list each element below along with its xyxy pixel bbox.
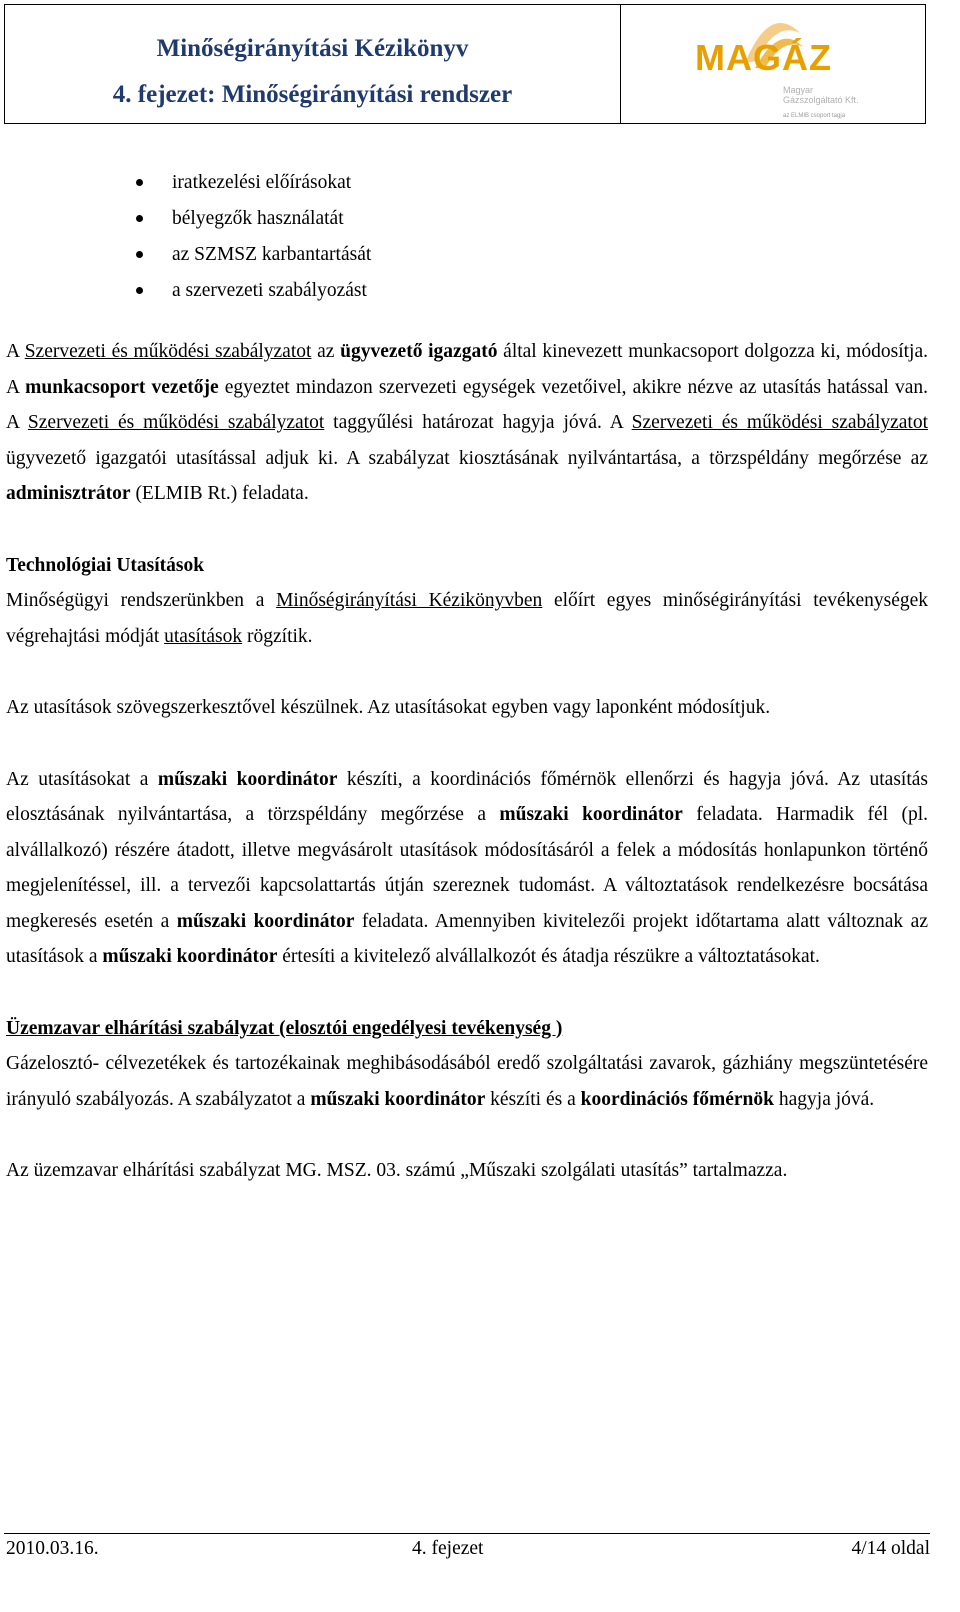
section-heading-uzemzavar: Üzemzavar elhárítási szabályzat (elosztói engedélyesi tevékenység ) <box>6 1017 563 1039</box>
manual-title: Minőségirányítási Kézikönyv <box>156 35 469 62</box>
company-logo <box>695 13 875 123</box>
technologiai-paragraph-1: Minőségügyi rendszerünkben a Minőségirányítási Kézikönyvben előírt egyes minőségirányítási tevékenységek végrehajtási módját utasítások rögzítik. <box>6 590 928 647</box>
bullet-icon <box>136 251 143 258</box>
footer-chapter: 4. fejezet <box>412 1538 484 1559</box>
logo-tagline: az ELMIB csoport tagja <box>783 113 846 119</box>
list-item-text: bélyegzők használatát <box>172 208 344 229</box>
page-footer <box>4 1533 930 1574</box>
bullet-icon <box>136 215 143 222</box>
logo-sub-line: Magyar <box>783 85 814 95</box>
list-item <box>6 201 928 237</box>
list-item-text: az SZMSZ karbantartását <box>172 244 372 265</box>
section-heading-technologiai: Technológiai Utasítások <box>6 554 205 576</box>
footer-date: 2010.03.16. <box>6 1538 99 1559</box>
szmsz-paragraph: A Szervezeti és működési szabályzatot az ügyvezető igazgató által kinevezett munkacsoport dolgozza ki, módosítja. A munkacsoport vezetője egyeztet mindazon szervezeti egységek vezetőivel, akikre nézve az utasítás hatással van. A Szervezeti és működési szabályzatot taggyűlési határozat hagyja jóvá. A Szervezeti és működési szabályzatot ügyvezető igazgatói utasítással adjuk ki. A szabályzat kiosztásának nyilvántartása, a törzspéldány megőrzése az adminisztrátor (ELMIB Rt.) feladata. <box>6 341 929 504</box>
chapter-title: 4. fejezet: Minőségirányítási rendszer <box>112 81 513 108</box>
bullet-list <box>6 165 928 309</box>
list-item <box>6 273 928 309</box>
page-header <box>4 4 926 124</box>
bullet-icon <box>136 287 143 294</box>
footer-page-number: 4/14 oldal <box>851 1538 930 1559</box>
bullet-icon <box>136 179 143 186</box>
logo-subtitle <box>783 85 859 105</box>
header-titles <box>5 5 621 123</box>
technologiai-paragraph-2: Az utasítások szövegszerkesztővel készülnek. Az utasításokat egyben vagy laponként módosítjuk. <box>6 697 771 718</box>
technologiai-paragraph-3: Az utasításokat a műszaki koordinátor készíti, a koordinációs főmérnök ellenőrzi és hagyja jóvá. Az utasítás elosztásának nyilvántartása, a törzspéldány megőrzése a műszaki koordinátor feladata. Harmadik fél (pl. alvállalkozó) részére átadott, illetve megvásárolt utasítások módosításáról a felek a módosítás honlapunkon történő megjelenítéssel, ill. a tervezői kapcsolattartás útján szereznek tudomást. A változtatások rendelkezésre bocsátása megkeresés esetén a műszaki koordinátor feladata. Amennyiben kivitelezői projekt időtartama alatt változnak az utasítások a műszaki koordinátor értesíti a kivitelező alvállalkozót és átadja részükre a változtatásokat. <box>6 768 928 967</box>
uzemzavar-paragraph-1: Gázelosztó- célvezetékek és tartozékainak meghibásodásából eredő szolgáltatási zavarok, gázhiány megszüntetésére irányuló szabályozás. A szabályzatot a műszaki koordinátor készíti és a koordinációs főmérnök hagyja jóvá. <box>6 1053 928 1110</box>
page-content <box>6 165 928 1189</box>
uzemzavar-paragraph-2: Az üzemzavar elhárítási szabályzat MG. MSZ. 03. számú „Műszaki szolgálati utasítás” tartalmazza. <box>6 1160 788 1181</box>
list-item <box>6 165 928 201</box>
list-item <box>6 237 928 273</box>
list-item-text: iratkezelési előírásokat <box>172 172 352 193</box>
list-item-text: a szervezeti szabályozást <box>172 280 367 301</box>
logo-wordmark: MAGÁZ <box>695 37 832 78</box>
logo-sub-line: Gázszolgáltató Kft. <box>783 95 859 105</box>
